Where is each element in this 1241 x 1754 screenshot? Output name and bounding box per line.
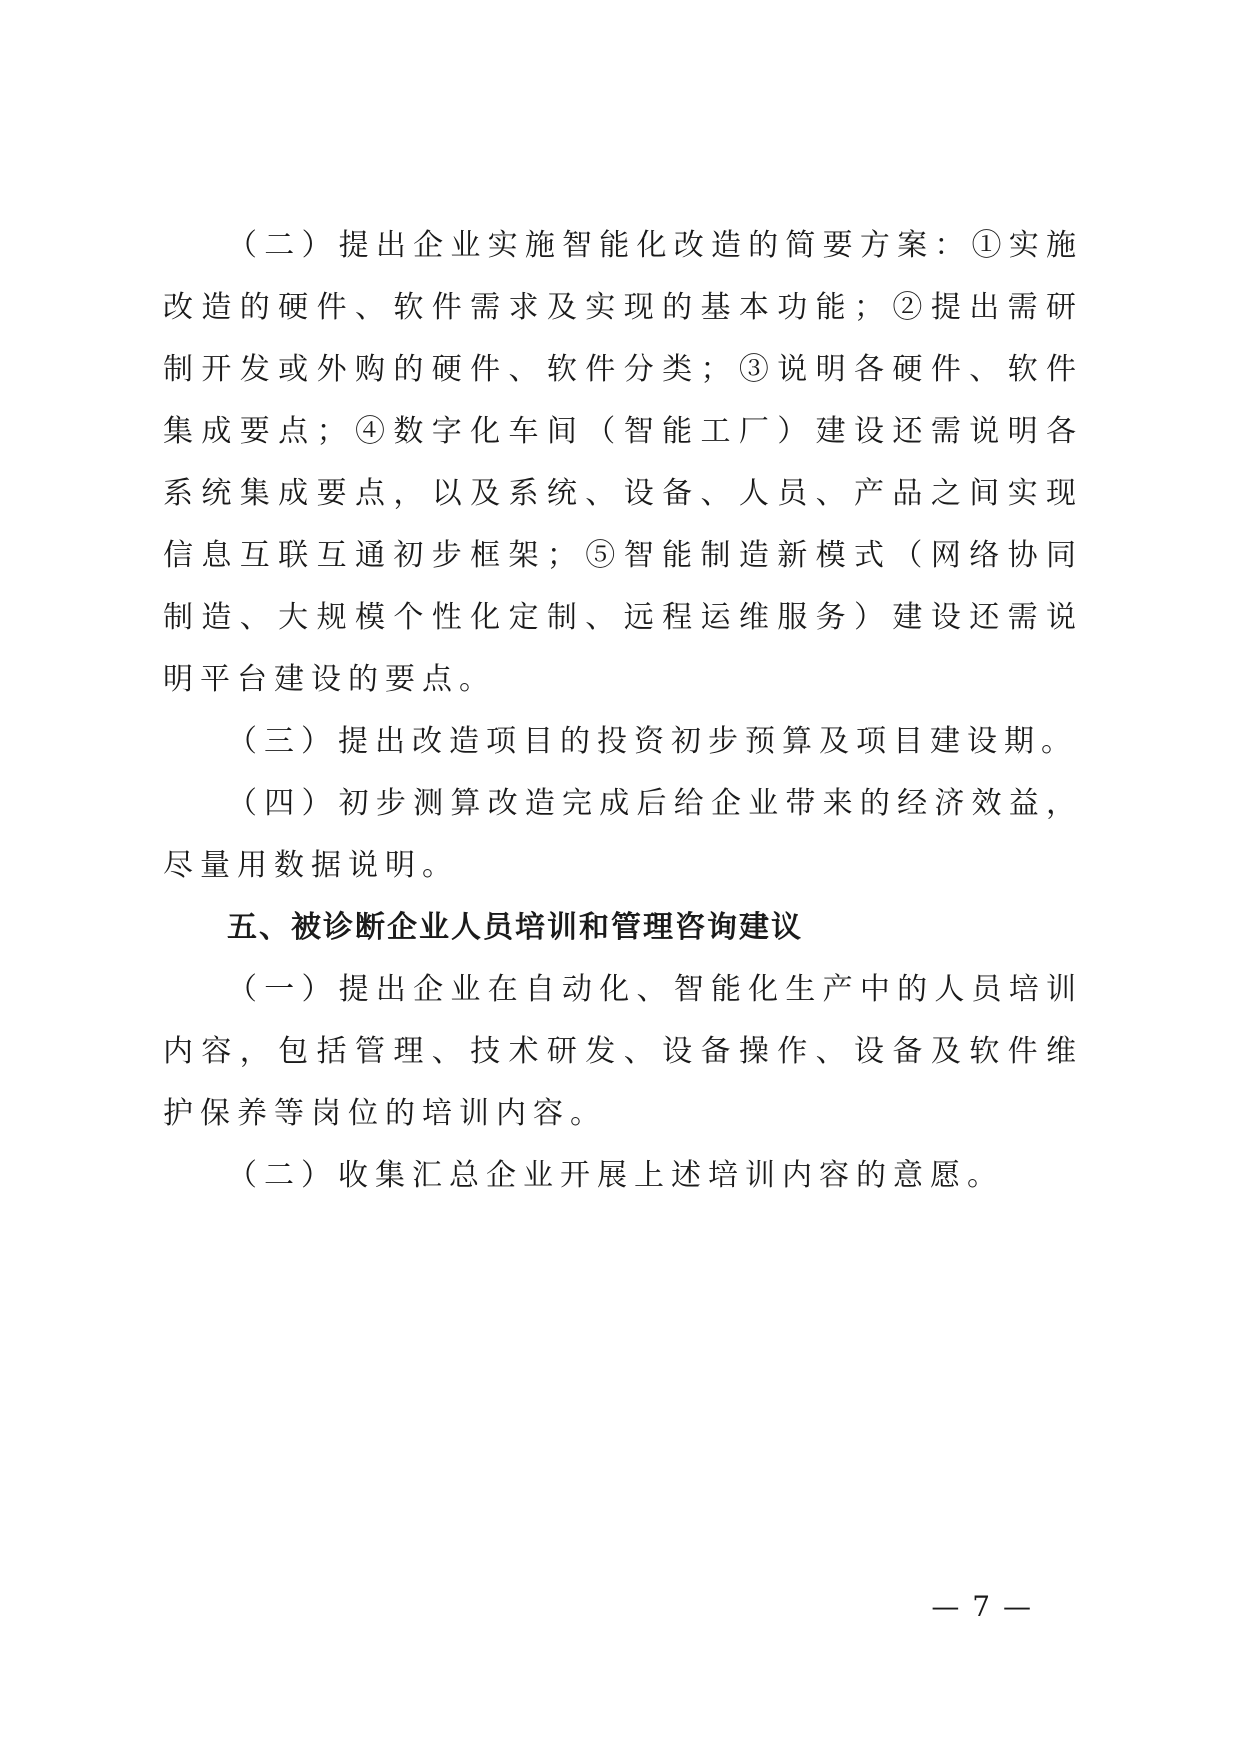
- paragraph-economic-benefits: （四）初步测算改造完成后给企业带来的经济效益，尽量用数据说明。: [163, 786, 1083, 883]
- paragraph-smart-transformation-plan: （二）提出企业实施智能化改造的简要方案：①实施改造的硬件、软件需求及实现的基本功能；②提出需研制开发或外购的硬件、软件分类；③说明各硬件、软件集成要点；④数字化车间（智能工厂）建设还需说明各系统集成要点，以及系统、设备、人员、产品之间实现信息互联互通初步框架；⑤智能制造新模式（网络协同制造、大规模个性化定制、远程运维服务）建设还需说明平台建设的要点。: [163, 228, 1083, 697]
- paragraph-training-content: （一）提出企业在自动化、智能化生产中的人员培训内容，包括管理、技术研发、设备操作、设备及软件维护保养等岗位的培训内容。: [163, 972, 1083, 1131]
- page-number: — 7 —: [931, 1590, 1033, 1623]
- paragraph-training-willingness: （二）收集汇总企业开展上述培训内容的意愿。: [227, 1158, 1004, 1193]
- document-body: [163, 215, 1083, 1207]
- paragraph-investment-budget: （三）提出改造项目的投资初步预算及项目建设期。: [227, 724, 1078, 759]
- section-heading-training: 五、被诊断企业人员培训和管理咨询建议: [227, 910, 803, 945]
